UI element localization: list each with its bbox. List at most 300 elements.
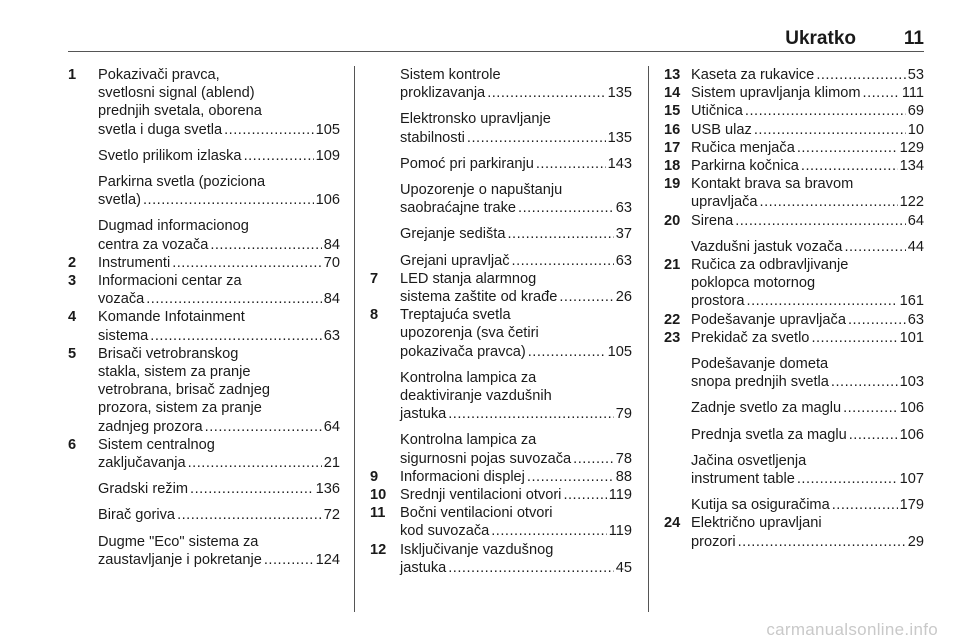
dot-leader [143, 191, 314, 209]
entry-last-line [400, 405, 632, 423]
entry-text [691, 157, 924, 175]
entry-text [691, 175, 924, 211]
index-entry[interactable] [664, 175, 924, 211]
entry-label: Grejani upravljač [400, 252, 510, 269]
entry-page-ref[interactable]: 135 [607, 129, 632, 146]
entry-line: Dugmad informacionog [98, 218, 249, 235]
entry-line: Kontrolna lampica za [400, 432, 537, 449]
entry-line: poklopca motornog [691, 275, 816, 292]
entry-text [400, 110, 632, 146]
entry-label: Sirena [691, 212, 734, 229]
entry-number: 2 [68, 254, 77, 271]
entry-label: Kutija sa osiguračima [691, 497, 830, 514]
entry-label: USB ulaz [691, 121, 752, 138]
entry-text [691, 139, 924, 157]
entry-line: upozorenja (sva četiri [400, 325, 539, 342]
entry-last-line [98, 418, 340, 436]
entry-line: Elektronsko upravljanje [400, 111, 551, 128]
entry-text [691, 426, 924, 444]
dot-leader [205, 418, 322, 436]
entry-page-ref[interactable]: 63 [323, 327, 340, 344]
entry-line: prozora, sistem za pranje [98, 400, 262, 417]
entry-last-line [691, 426, 924, 444]
index-entry[interactable] [370, 486, 632, 504]
index-entry[interactable] [68, 506, 340, 524]
page-title: Ukratko [785, 28, 856, 49]
dot-leader [801, 157, 898, 175]
entry-label: Birač goriva [98, 507, 176, 524]
entry-text [691, 238, 924, 256]
entry-line: Informacioni centar za [98, 273, 242, 290]
entry-line: deaktiviranje vazdušnih [400, 388, 552, 405]
entry-last-line [691, 193, 924, 211]
entry-line: Kontrolna lampica za [400, 369, 537, 386]
entry-number: 22 [664, 311, 681, 328]
entry-text [400, 486, 632, 504]
dot-leader [816, 66, 905, 84]
entry-last-line [691, 238, 924, 256]
entry-label: zadnjeg prozora [98, 418, 203, 435]
entry-number: 10 [370, 487, 387, 504]
entry-page-ref[interactable]: 101 [899, 329, 924, 346]
entry-label: Prednja svetla za maglu [691, 426, 847, 443]
index-entry[interactable] [664, 66, 924, 84]
entry-page-ref[interactable]: 143 [607, 155, 632, 172]
entry-number: 23 [664, 329, 681, 346]
entry-last-line [691, 373, 924, 391]
index-entry[interactable] [664, 238, 924, 256]
entry-number: 8 [370, 307, 379, 324]
dot-leader [518, 199, 614, 217]
dot-leader [188, 454, 322, 472]
entry-line: vetrobrana, brisač zadnjeg [98, 382, 270, 399]
entry-page-ref[interactable]: 119 [608, 487, 632, 504]
entry-text [691, 66, 924, 84]
entry-label: proklizavanja [400, 85, 486, 102]
entry-label: prostora [691, 293, 745, 310]
entry-page-ref[interactable]: 179 [899, 497, 924, 514]
entry-last-line [98, 236, 340, 254]
index-entry[interactable] [664, 355, 924, 391]
entry-number: 3 [68, 273, 77, 290]
entry-page-ref[interactable]: 64 [907, 212, 924, 229]
entry-label: Kaseta za rukavice [691, 67, 815, 83]
index-entry[interactable] [68, 173, 340, 209]
dot-leader [849, 426, 898, 444]
entry-last-line [400, 343, 632, 361]
entry-page-ref[interactable]: 109 [315, 147, 340, 164]
entry-last-line [691, 329, 924, 347]
entry-page-ref[interactable]: 10 [907, 121, 924, 138]
entry-label: Instrumenti [98, 254, 171, 271]
index-entry[interactable] [664, 496, 924, 514]
entry-text [98, 533, 340, 569]
entry-last-line [400, 450, 632, 468]
entry-text [400, 66, 632, 102]
index-entry[interactable] [68, 480, 340, 498]
entry-label: svetla i duga svetla [98, 121, 223, 138]
entry-last-line [400, 199, 632, 217]
entry-last-line [400, 288, 632, 306]
entry-page-ref[interactable]: 124 [315, 551, 340, 568]
entry-label: vozača [98, 291, 145, 308]
dot-leader [760, 193, 898, 211]
entry-number: 19 [664, 176, 681, 193]
dot-leader [735, 212, 906, 230]
entry-text [400, 225, 632, 243]
entry-page-ref[interactable]: 79 [615, 406, 632, 423]
index-entry[interactable] [664, 121, 924, 139]
entry-label: Utičnica [691, 103, 743, 120]
entry-text [691, 121, 924, 139]
entry-last-line [691, 157, 924, 175]
index-entry[interactable] [370, 110, 632, 146]
entry-text [98, 66, 340, 139]
entry-label: Svetlo prilikom izlaska [98, 147, 242, 164]
entry-page-ref[interactable]: 37 [615, 226, 632, 243]
entry-last-line [691, 399, 924, 417]
entry-page-ref[interactable]: 119 [608, 523, 632, 540]
entry-line: Sistem centralnog [98, 436, 215, 453]
entry-label: Pomoć pri parkiranju [400, 155, 534, 172]
index-entry[interactable] [664, 452, 924, 488]
column-divider-1 [354, 66, 355, 612]
index-entry[interactable] [370, 252, 632, 270]
entry-text [98, 480, 340, 498]
entry-last-line [98, 480, 340, 498]
entry-text [98, 147, 340, 165]
entry-last-line [98, 121, 340, 139]
index-entry[interactable] [664, 139, 924, 157]
entry-line: Bočni ventilacioni otvori [400, 505, 553, 522]
entry-page-ref[interactable]: 70 [323, 254, 340, 271]
entry-text [400, 306, 632, 361]
index-entry[interactable] [370, 468, 632, 486]
index-entry[interactable] [68, 66, 340, 139]
dot-leader [512, 252, 614, 270]
entry-text [691, 452, 924, 488]
column-divider-2 [648, 66, 649, 612]
dot-leader [467, 129, 606, 147]
entry-last-line [691, 66, 924, 84]
dot-leader [146, 290, 322, 308]
entry-page-ref[interactable]: 135 [607, 85, 632, 102]
entry-line: LED stanja alarmnog [400, 270, 537, 287]
index-entry[interactable] [664, 256, 924, 311]
entry-text [400, 369, 632, 424]
index-entry[interactable] [370, 270, 632, 306]
index-column-3 [664, 66, 924, 551]
dot-leader [244, 147, 314, 165]
dot-leader [797, 139, 898, 157]
entry-last-line [400, 252, 632, 270]
entry-line: svetlosni signal (ablend) [98, 85, 255, 102]
index-entry[interactable] [664, 311, 924, 329]
dot-leader [745, 102, 906, 120]
entry-label: stabilnosti [400, 129, 465, 146]
entry-text [691, 355, 924, 391]
dot-leader [738, 533, 906, 551]
dot-leader [797, 470, 898, 488]
index-entry[interactable] [370, 306, 632, 361]
footer [0, 614, 960, 642]
entry-page-ref[interactable]: 63 [615, 200, 632, 217]
index-entry[interactable] [370, 225, 632, 243]
dot-leader [172, 254, 322, 272]
entry-number: 21 [664, 257, 681, 274]
entry-page-ref[interactable]: 72 [323, 507, 340, 524]
entry-page-ref[interactable]: 84 [323, 236, 340, 253]
entry-label: pokazivača pravca) [400, 343, 526, 360]
dot-leader [528, 343, 606, 361]
dot-leader [843, 399, 898, 417]
entry-text [691, 514, 924, 550]
entry-text [400, 504, 632, 540]
dot-leader [448, 559, 614, 577]
index-entry[interactable] [664, 84, 924, 102]
entry-last-line [400, 559, 632, 577]
entry-text [691, 399, 924, 417]
dot-leader [848, 311, 906, 329]
header-divider [68, 51, 924, 52]
entry-number: 13 [664, 67, 681, 83]
entry-text [691, 212, 924, 230]
index-entry[interactable] [370, 431, 632, 467]
index-entry[interactable] [370, 66, 632, 102]
dot-leader [264, 551, 314, 569]
entry-label: Grejanje sedišta [400, 226, 506, 243]
dot-leader [573, 450, 614, 468]
entry-last-line [98, 290, 340, 308]
entry-last-line [691, 533, 924, 551]
index-entry[interactable] [664, 426, 924, 444]
entry-text [400, 181, 632, 217]
entry-last-line [98, 147, 340, 165]
entry-text [98, 345, 340, 436]
entry-last-line [691, 102, 924, 120]
entry-page-ref[interactable]: 161 [899, 293, 924, 310]
entry-text [98, 173, 340, 209]
entry-label: centra za vozača [98, 236, 209, 253]
entry-page-ref[interactable]: 21 [323, 455, 340, 472]
entry-number: 17 [664, 139, 681, 156]
entry-text [691, 256, 924, 311]
entry-last-line [98, 506, 340, 524]
index-entry[interactable] [68, 308, 340, 344]
entry-page-ref[interactable]: 84 [323, 291, 340, 308]
entry-label: instrument table [691, 471, 795, 488]
entry-last-line [400, 155, 632, 173]
entry-page-ref[interactable]: 69 [907, 103, 924, 120]
entry-line: Upozorenje o napuštanju [400, 182, 563, 199]
entry-page-ref[interactable]: 45 [615, 559, 632, 576]
entry-label: Gradski režim [98, 481, 189, 498]
entry-page-ref[interactable]: 111 [901, 85, 924, 102]
entry-label: Vazdušni jastuk vozača [691, 238, 843, 255]
dot-leader [559, 288, 613, 306]
dot-leader [448, 405, 614, 423]
entry-number: 4 [68, 309, 77, 326]
entry-label: sistema [98, 327, 149, 344]
entry-last-line [691, 311, 924, 329]
entry-text [400, 252, 632, 270]
entry-label: svetla) [98, 192, 141, 209]
entry-line: stakla, sistem za pranje [98, 364, 251, 381]
watermark: carmanualsonline.info [766, 620, 938, 639]
index-column-2 [370, 66, 632, 577]
dot-leader [832, 496, 898, 514]
entry-text [98, 436, 340, 472]
index-entry[interactable] [664, 157, 924, 175]
entry-last-line [400, 84, 632, 102]
entry-label: Sistem upravljanja klimom [691, 85, 861, 102]
entry-line: Treptajuća svetla [400, 307, 511, 324]
entry-page-ref[interactable]: 103 [899, 374, 924, 391]
dot-leader [536, 155, 606, 173]
entry-text [400, 541, 632, 577]
index-entry[interactable] [664, 212, 924, 230]
dot-leader [210, 236, 321, 254]
entry-last-line [400, 522, 632, 540]
entry-label: prozori [691, 533, 736, 550]
entry-line: Parkirna svetla (poziciona [98, 174, 266, 191]
entry-page-ref[interactable]: 63 [615, 252, 632, 269]
entry-last-line [98, 254, 340, 272]
index-entry[interactable] [370, 541, 632, 577]
entry-text [691, 329, 924, 347]
entry-last-line [691, 139, 924, 157]
entry-label: upravljača [691, 194, 758, 211]
entry-text [691, 84, 924, 102]
entry-label: Prekidač za svetlo [691, 329, 810, 346]
entry-line: Jačina osvetljenja [691, 452, 807, 469]
dot-leader [150, 327, 321, 345]
entry-label: sistema zaštite od krađe [400, 289, 558, 306]
entry-page-ref[interactable]: 122 [899, 194, 924, 211]
entry-label: saobraćajne trake [400, 200, 517, 217]
entry-page-ref[interactable]: 26 [615, 289, 632, 306]
entry-label: Podešavanje upravljača [691, 311, 846, 328]
entry-text [400, 468, 632, 486]
entry-page-ref[interactable]: 44 [907, 238, 924, 255]
entry-page-ref[interactable]: 134 [899, 158, 924, 175]
entry-page-ref[interactable]: 88 [615, 468, 632, 485]
dot-leader [844, 238, 905, 256]
index-entry[interactable] [68, 436, 340, 472]
index-entry[interactable] [370, 155, 632, 173]
dot-leader [527, 468, 614, 486]
entry-number: 5 [68, 345, 77, 362]
entry-page-ref[interactable]: 63 [907, 311, 924, 328]
index-entry[interactable] [664, 329, 924, 347]
entry-last-line [691, 84, 924, 102]
entry-line: Električno upravljani [691, 515, 822, 532]
entry-number: 11 [370, 505, 386, 522]
index-entry[interactable] [370, 181, 632, 217]
dot-leader [177, 506, 322, 524]
entry-label: Srednji ventilacioni otvori [400, 487, 562, 504]
entry-last-line [400, 486, 632, 504]
entry-label: Informacioni displej [400, 468, 525, 485]
entry-number: 14 [664, 85, 681, 102]
entry-text [98, 217, 340, 253]
index-entry[interactable] [68, 272, 340, 308]
dot-leader [487, 84, 605, 102]
entry-line: Sistem kontrole [400, 67, 501, 83]
entry-line: Ručica za odbravljivanje [691, 257, 849, 274]
dot-leader [754, 121, 906, 139]
entry-page-ref[interactable]: 129 [899, 139, 924, 156]
entry-text [98, 308, 340, 344]
index-entry[interactable] [370, 504, 632, 540]
entry-last-line [98, 191, 340, 209]
entry-page-ref[interactable]: 64 [323, 418, 340, 435]
entry-page-ref[interactable]: 106 [899, 400, 924, 417]
entry-page-ref[interactable]: 107 [899, 471, 924, 488]
index-entry[interactable] [664, 514, 924, 550]
entry-last-line [98, 551, 340, 569]
entry-label: snopa prednjih svetla [691, 374, 829, 391]
entry-text [98, 506, 340, 524]
entry-text [691, 311, 924, 329]
index-entry[interactable] [664, 399, 924, 417]
entry-text [691, 496, 924, 514]
entry-last-line [691, 212, 924, 230]
entry-line: Komande Infotainment [98, 309, 245, 326]
entry-line: Isključivanje vazdušnog [400, 541, 554, 558]
entry-number: 6 [68, 436, 77, 453]
index-entry[interactable] [68, 254, 340, 272]
entry-page-ref[interactable]: 106 [899, 426, 924, 443]
dot-leader [224, 121, 314, 139]
index-entry[interactable] [68, 533, 340, 569]
entry-text [98, 272, 340, 308]
page-number: 11 [903, 28, 924, 49]
entry-label: zaključavanja [98, 455, 186, 472]
dot-leader [747, 292, 898, 310]
index-entry[interactable] [68, 147, 340, 165]
entry-page-ref[interactable]: 78 [615, 450, 632, 467]
dot-leader [811, 329, 897, 347]
entry-page-ref[interactable]: 29 [907, 533, 924, 550]
entry-label: Zadnje svetlo za maglu [691, 400, 842, 417]
entry-line: Pokazivači pravca, [98, 67, 220, 83]
entry-page-ref[interactable]: 136 [315, 481, 340, 498]
entry-last-line [400, 468, 632, 486]
entry-number: 15 [664, 103, 681, 120]
entry-number: 20 [664, 212, 681, 229]
entry-text [400, 155, 632, 173]
index-entry[interactable] [664, 102, 924, 120]
entry-line: Dugme "Eco" sistema za [98, 533, 259, 550]
entry-page-ref[interactable]: 106 [315, 192, 340, 209]
entry-label: sigurnosni pojas suvozača [400, 450, 572, 467]
entry-line: Podešavanje dometa [691, 356, 829, 373]
page-header [68, 28, 924, 52]
index-entry[interactable] [68, 345, 340, 436]
entry-last-line [691, 470, 924, 488]
entry-line: prednjih svetala, oborena [98, 103, 262, 120]
entry-text [400, 431, 632, 467]
entry-number: 9 [370, 468, 379, 485]
entry-number: 7 [370, 270, 379, 287]
entry-page-ref[interactable]: 105 [315, 121, 340, 138]
index-entry[interactable] [68, 217, 340, 253]
entry-page-ref[interactable]: 53 [907, 67, 924, 83]
index-entry[interactable] [370, 369, 632, 424]
entry-page-ref[interactable]: 105 [607, 343, 632, 360]
entry-label: Ručica menjača [691, 139, 795, 156]
